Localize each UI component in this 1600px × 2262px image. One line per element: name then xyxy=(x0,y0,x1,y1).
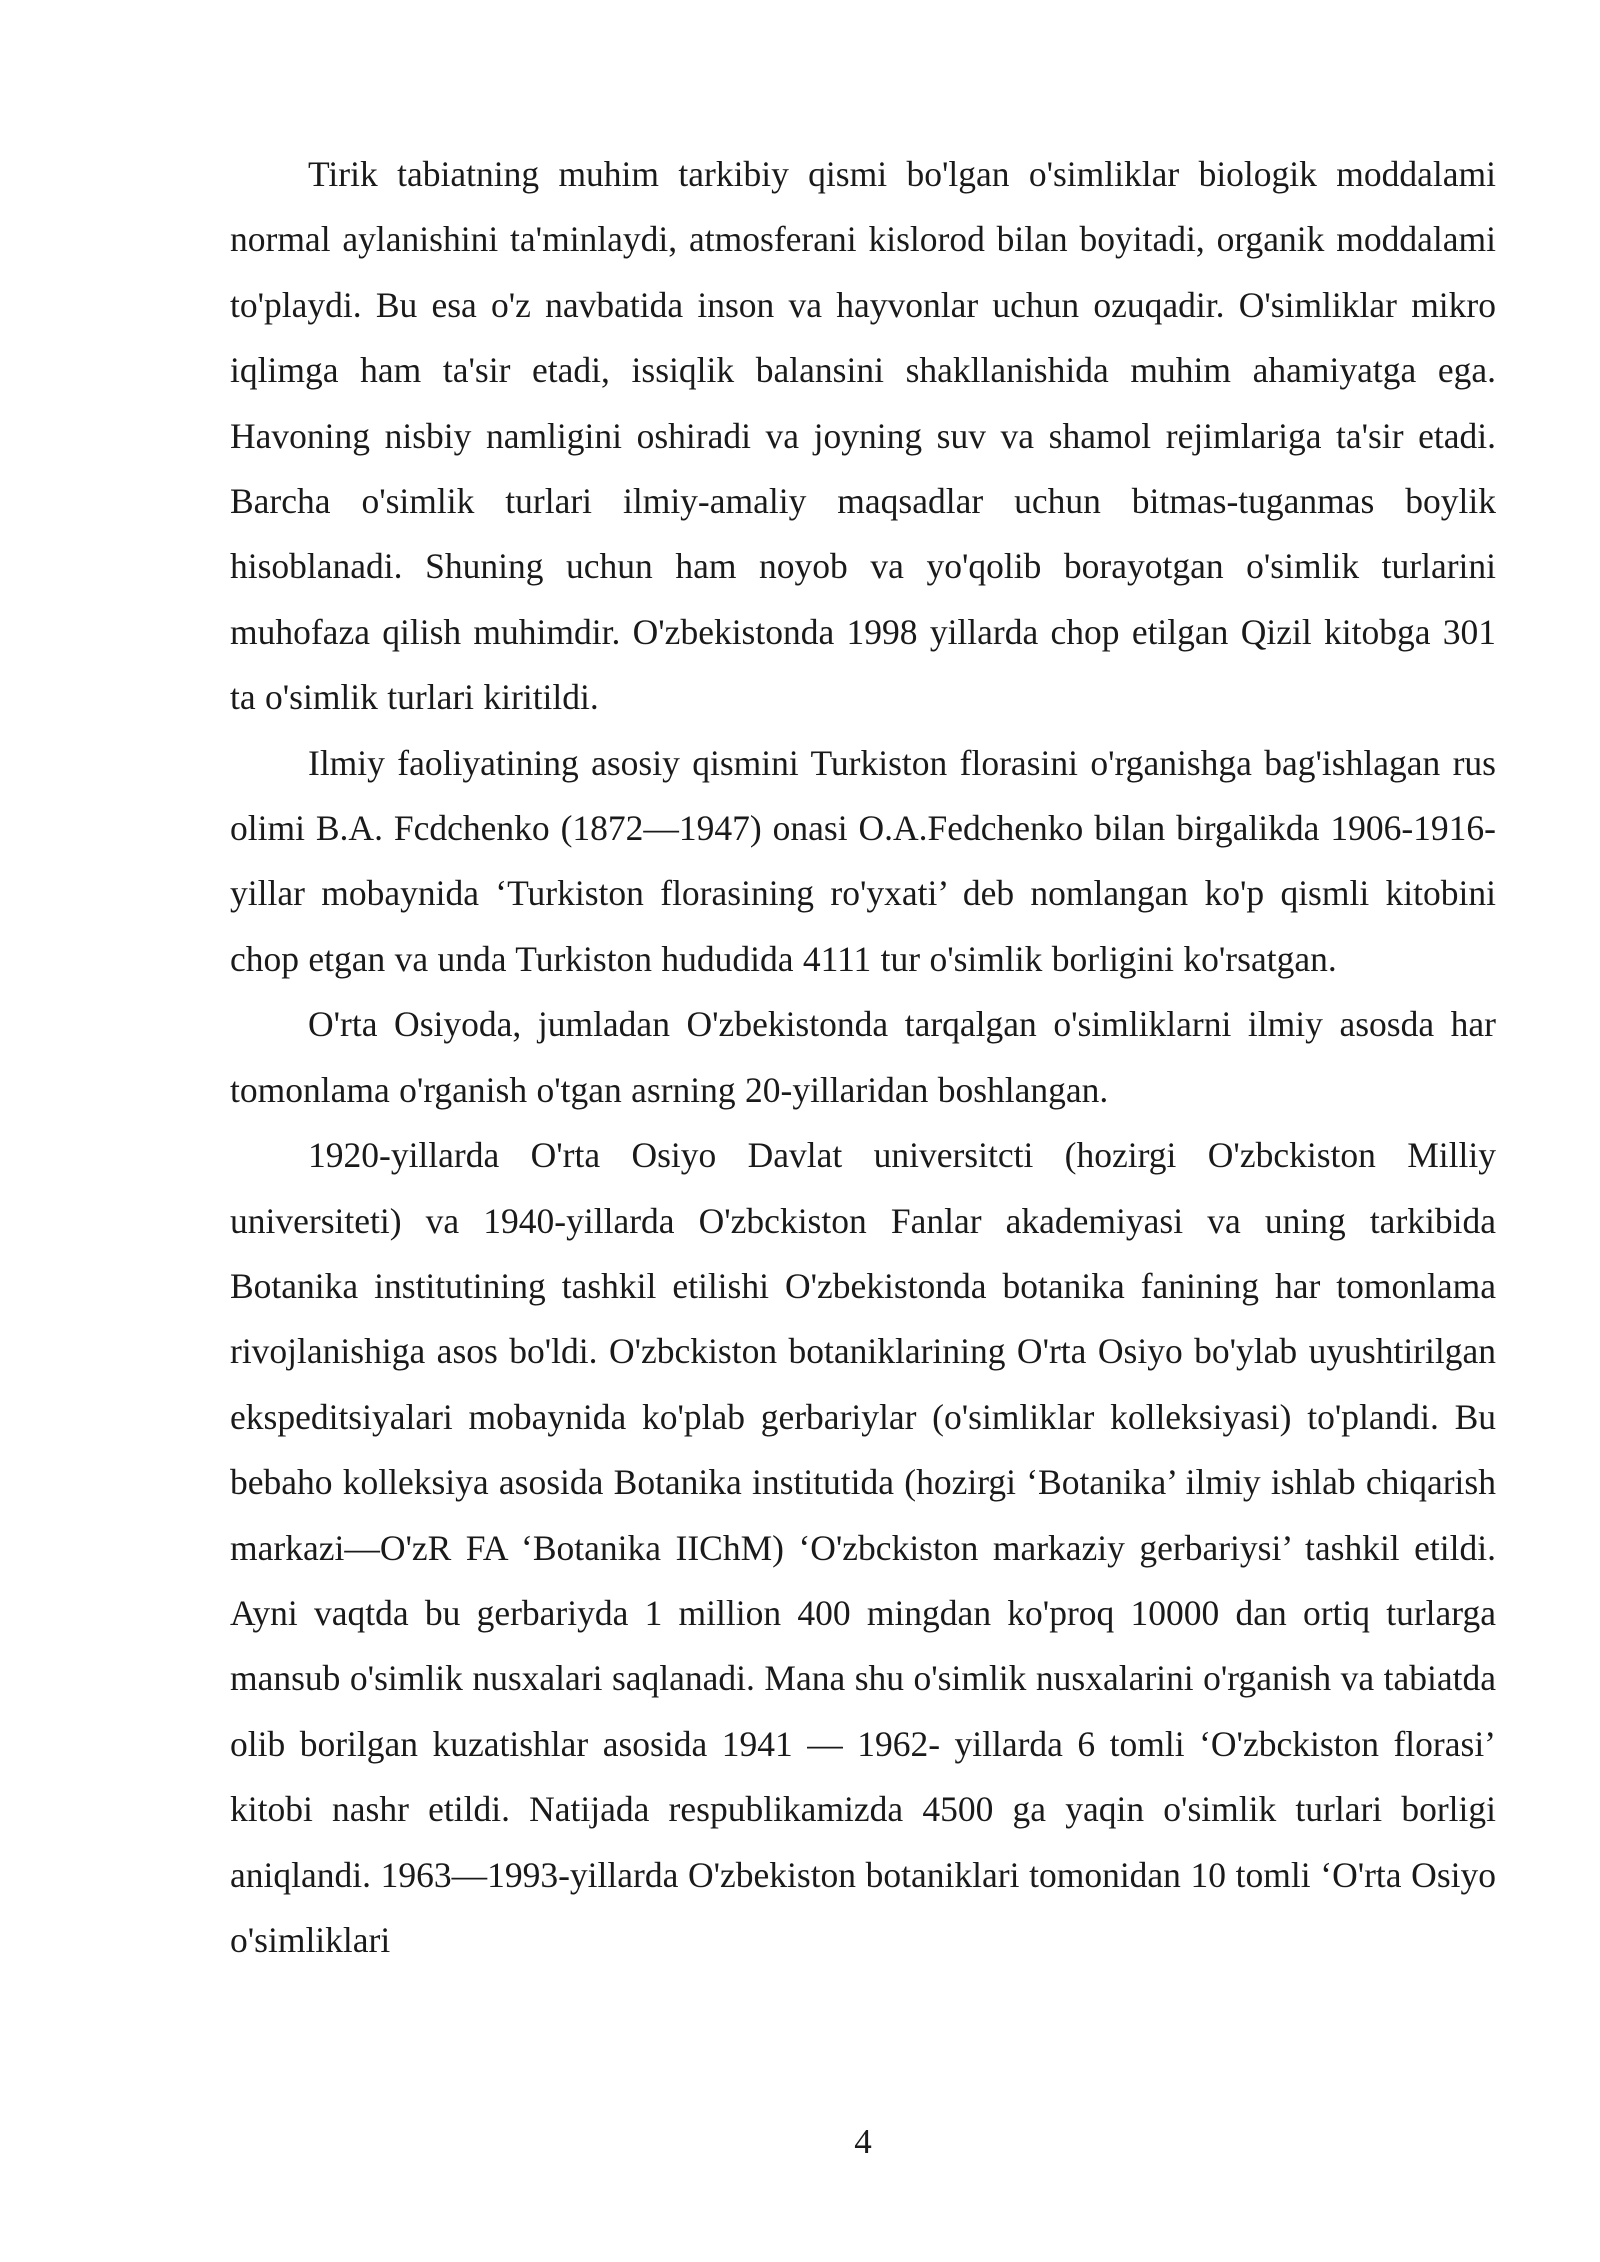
document-body xyxy=(230,142,1496,1973)
paragraph-botany-development: 1920-yillarda O'rta Osiyo Davlat universitcti (hozirgi O'zbckiston Milliy universiteti) va 1940-yillarda O'zbckiston Fanlar akademiyasi va uning tarkibida Botanika institutining tashkil etilishi O'zbekistonda botanika fanining har tomonlama rivojlanishiga asos bo'ldi. O'zbckiston botaniklarining O'rta Osiyo bo'ylab uyushtirilgan ekspeditsiyalari mobaynida ko'plab gerbariylar (o'simliklar kolleksiyasi) to'plandi. Bu bebaho kolleksiya asosida Botanika institutida (hozirgi ‘Botanika’ ilmiy ishlab chiqarish markazi—O'zR FA ‘Botanika IIChM) ‘O'zbckiston markaziy gerbariysi’ tashkil etildi. Ayni vaqtda bu gerbariyda 1 million 400 mingdan ko'proq 10000 dan ortiq turlarga mansub o'simlik nusxalari saqlanadi. Mana shu o'simlik nusxalarini o'rganish va tabiatda olib borilgan kuzatishlar asosida 1941 — 1962- yillarda 6 tomli ‘O'zbckiston florasi’ kitobi nashr etildi. Natijada respublikamizda 4500 ga yaqin o'simlik turlari borligi aniqlandi. 1963—1993-yillarda O'zbekiston botaniklari tomonidan 10 tomli ‘O'rta Osiyo o'simliklari xyxy=(230,1135,1496,1960)
paragraph-central-asia-study: O'rta Osiyoda, jumladan O'zbekistonda tarqalgan o'simliklarni ilmiy asosda har tomonlama o'rganish o'tgan asrning 20-yillaridan boshlangan. xyxy=(230,1004,1496,1110)
paragraph-fedchenko: Ilmiy faoliyatining asosiy qismini Turkiston florasini o'rganishga bag'ishlagan rus olimi B.A. Fcdchenko (1872—1947) onasi O.A.Fedchenko bilan birgalikda 1906-1916- yillar mobaynida ‘Turkiston florasining ro'yxati’ deb nomlangan ko'p qismli kitobini chop etgan va unda Turkiston hududida 4111 tur o'simlik borligini ko'rsatgan. xyxy=(230,742,1496,979)
paragraph-plants-importance: Tirik tabiatning muhim tarkibiy qismi bo'lgan o'simliklar biologik moddalami normal aylanishini ta'minlaydi, atmosferani kislorod bilan boyitadi, organik moddalami to'playdi. Bu esa o'z navbatida inson va hayvonlar uchun ozuqadir. O'simliklar mikro iqlimga ham ta'sir etadi, issiqlik balansini shakllanishida muhim ahamiyatga ega. Havoning nisbiy namligini oshiradi va joyning suv va shamol rejimlariga ta'sir etadi. Barcha o'simlik turlari ilmiy-amaliy maqsadlar uchun bitmas-tuganmas boylik hisoblanadi. Shuning uchun ham noyob va yo'qolib borayotgan o'simlik turlarini muhofaza qilish muhimdir. O'zbekistonda 1998 yillarda chop etilgan Qizil kitobga 301 ta o'simlik turlari kiritildi. xyxy=(230,154,1496,718)
page-number: 4 xyxy=(854,2122,872,2161)
